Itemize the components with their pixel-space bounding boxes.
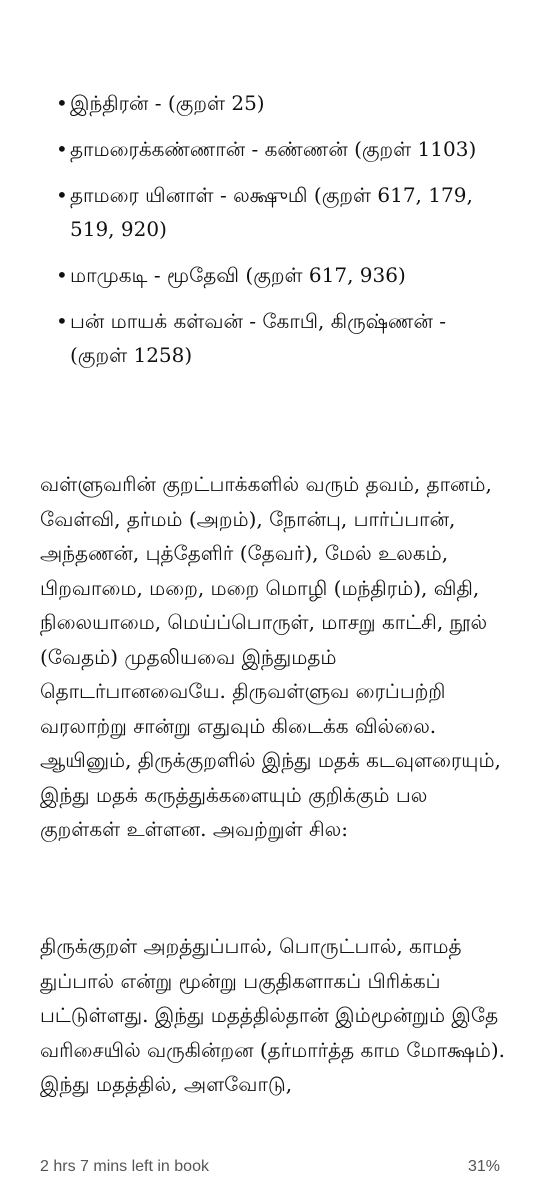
body-paragraph: திருக்குறள் அறத்துப்பால், பொருட்பால், காமத் துப்பால் என்று மூன்று பகுதிகளாகப் பிரிக்கப் பட்டுள்ளது. இந்து மதத்தில்தான் இம்மூன்றும் இதே வரிசையில் வருகின்றன (தர்மார்த்த காம மோக்ஷம்). இந்து மதத்தில், அளவோடு, xyxy=(40,934,506,1096)
body-paragraph: வள்ளுவரின் குறட்பாக்களில் வரும் தவம், தானம், வேள்வி, தர்மம் (அறம்), நோன்பு, பார்ப்பான், அந்தணன், புத்தேளிர் (தேவர்), மேல் உலகம், பிறவாமை, மறை, மறை மொழி (மந்திரம்), விதி, நிலையாமை, மெய்ப்பொருள், மாசறு காட்சி, நூல் (வேதம்) முதலியவை இந்துமதம் தொடர்பானவையே. திருவள்ளுவ ரைப்பற்றி வரலாற்று சான்று எதுவும் கிடைக்க வில்லை. ஆயினும், திருக்குறளில் இந்து மதக் கடவுளரையும், இந்து மதக் கருத்துக்களையும் குறிக்கும் பல குறள்கள் உள்ளன. அவற்றுள் சில: xyxy=(40,472,501,841)
list-item: • மாமுகடி - மூதேவி (குறள் 617, 936) xyxy=(56,258,496,292)
reading-progress-footer xyxy=(40,1158,500,1176)
list-item: • தாமரை யினாள் - லக்ஷுமி (குறள் 617, 179, 519, 920) xyxy=(56,178,496,246)
time-left-label: 2 hrs 7 mins left in book xyxy=(40,1158,209,1175)
list-item: • இந்திரன் - (குறள் 25) xyxy=(56,86,496,120)
list-item: • தாமரைக்கண்ணான் - கண்ணன் (குறள் 1103) xyxy=(56,132,496,166)
bullet-list xyxy=(56,86,496,384)
list-item: • பன் மாயக் கள்வன் - கோபி, கிருஷ்ணன் - (குறள் 1258) xyxy=(56,304,496,372)
progress-percent: 31% xyxy=(467,1158,500,1175)
